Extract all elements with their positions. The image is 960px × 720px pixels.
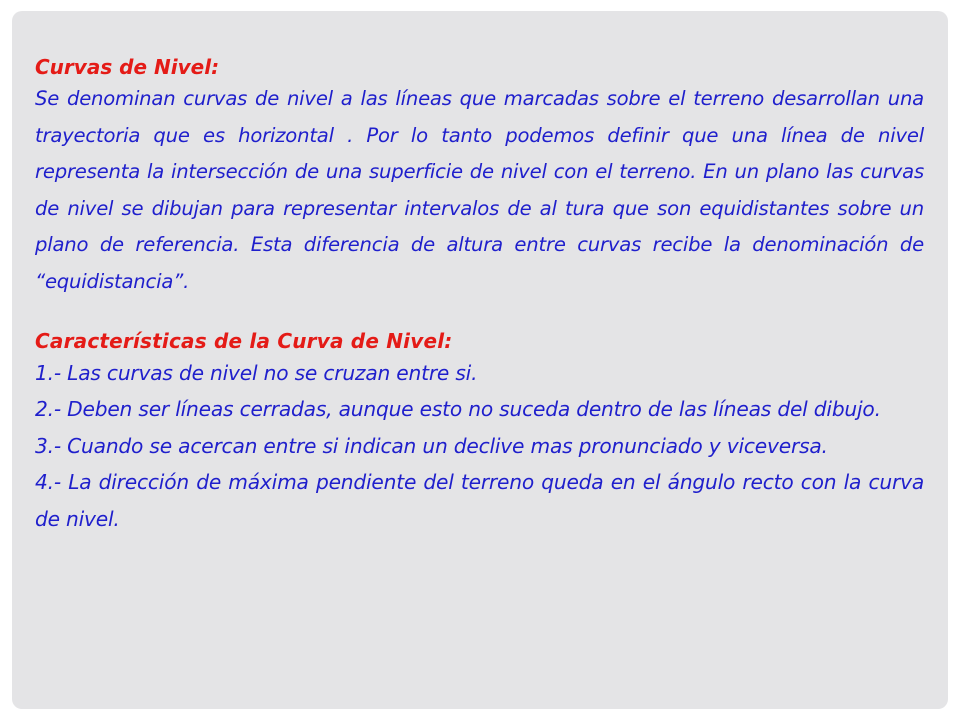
- list-item: 2.- Deben ser líneas cerradas, aunque esto no suceda dentro de las líneas del dibujo.: [35, 397, 881, 422]
- list-item: 4.- La dirección de máxima pendiente del terreno queda en el ángulo recto con la curva de nivel.: [35, 470, 924, 531]
- list-item: 3.- Cuando se acercan entre si indican un declive mas pronunciado y viceversa.: [35, 433, 828, 458]
- characteristics-list: [35, 355, 924, 538]
- section-title-caracteristicas: Características de la Curva de Nivel:: [35, 328, 453, 353]
- definition-paragraph: Se denominan curvas de nivel a las líneas que marcadas sobre el terreno desarrollan una trayectoria que es horizontal . Por lo tanto podemos definir que una línea de nivel representa la intersección de una superficie de nivel con el terreno. En un plano las curvas de nivel se dibujan para representar intervalos de al tura que son equidistantes sobre un plano de referencia. Esta diferencia de altura entre curvas recibe la denominación de “equidistancia”.: [35, 87, 924, 293]
- slide-panel: [12, 11, 948, 709]
- section-title-curvas-de-nivel: Curvas de Nivel:: [35, 55, 220, 79]
- list-item: 1.- Las curvas de nivel no se cruzan entre si.: [35, 360, 478, 385]
